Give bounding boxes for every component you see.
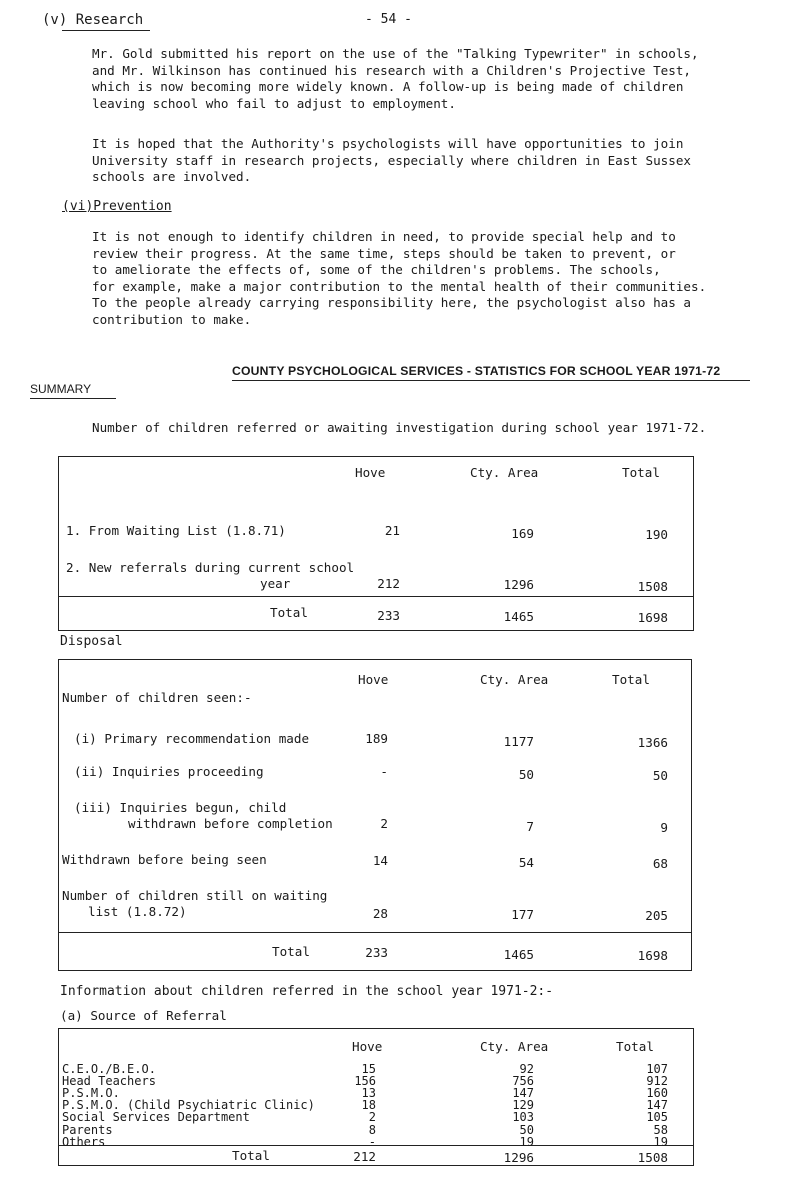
source-row-cty: 50 bbox=[519, 1122, 534, 1137]
source-row-label: C.E.O./B.E.O. bbox=[62, 1062, 156, 1076]
disposal-row-cty: 1177 bbox=[503, 734, 534, 749]
section-heading-prevention: (vi)Prevention bbox=[62, 199, 172, 214]
research-paragraph-2: It is hoped that the Authority's psychologists will have opportunities to join University staff in research projects, especially where children in East Sussex schools are involved. bbox=[92, 136, 691, 184]
source-row-total: 107 bbox=[646, 1062, 668, 1076]
source-row-cty: 147 bbox=[512, 1086, 534, 1101]
referral-row-hove: 21 bbox=[384, 523, 400, 538]
disposal-row-label: (i) Primary recommendation made bbox=[74, 731, 310, 746]
source-row-cty: 92 bbox=[519, 1062, 534, 1076]
stats-title-underline bbox=[232, 380, 750, 381]
source-row-cty: 103 bbox=[512, 1110, 534, 1125]
info-intro: Information about children referred in the school year 1971-2:- bbox=[60, 984, 554, 999]
disposal-row-label: Withdrawn before being seen bbox=[62, 852, 267, 867]
source-row-hove: 156 bbox=[354, 1074, 376, 1089]
disposal-header-cty: Cty. Area bbox=[480, 672, 549, 687]
source-row-hove: 18 bbox=[361, 1098, 376, 1113]
referred-intro: Number of children referred or awaiting investigation during school year 1971-72. bbox=[92, 420, 707, 435]
referral-row-label: 1. From Waiting List (1.8.71) bbox=[66, 523, 286, 538]
disposal-total-label: Total bbox=[272, 944, 310, 959]
referral-row-total: 190 bbox=[645, 527, 668, 542]
source-header-total: Total bbox=[616, 1039, 654, 1054]
source-header-cty: Cty. Area bbox=[480, 1039, 549, 1054]
source-of-referral-label: (a) Source of Referral bbox=[60, 1008, 227, 1023]
source-row-cty: 19 bbox=[519, 1134, 534, 1149]
source-row-label: P.S.M.O. (Child Psychiatric Clinic) bbox=[62, 1098, 315, 1113]
source-row-label: Social Services Department bbox=[62, 1110, 250, 1125]
disposal-total-cty: 1465 bbox=[503, 947, 534, 962]
source-row-label: Others bbox=[62, 1134, 106, 1149]
disposal-table-total-rule bbox=[58, 932, 692, 933]
summary-label: SUMMARY bbox=[30, 382, 92, 396]
disposal-row-cty: 177 bbox=[511, 907, 534, 922]
source-row-total: 147 bbox=[646, 1098, 668, 1113]
source-row-cty: 756 bbox=[512, 1074, 534, 1089]
source-row-total: 160 bbox=[646, 1086, 668, 1101]
referral-table-total-rule bbox=[58, 596, 694, 597]
source-row-hove: 2 bbox=[368, 1110, 376, 1125]
source-row-total: 105 bbox=[646, 1110, 668, 1125]
summary-underline bbox=[30, 398, 116, 399]
source-row-label: Head Teachers bbox=[62, 1074, 156, 1089]
source-row-total: 912 bbox=[646, 1074, 668, 1089]
source-row-cty: 129 bbox=[512, 1098, 534, 1113]
source-row-hove: - bbox=[368, 1134, 376, 1149]
source-row-hove: 15 bbox=[361, 1062, 376, 1076]
disposal-row-label: (iii) Inquiries begun, child bbox=[74, 800, 287, 815]
disposal-row-hove: - bbox=[380, 764, 388, 779]
source-row-label: P.S.M.O. bbox=[62, 1086, 120, 1101]
disposal-row-cty: 7 bbox=[526, 819, 534, 834]
source-total-total: 1508 bbox=[637, 1150, 668, 1165]
disposal-row-hove: 2 bbox=[380, 816, 388, 831]
referral-row-cty: 1296 bbox=[503, 577, 534, 592]
referral-header-cty: Cty. Area bbox=[470, 465, 539, 480]
referral-total-hove: 233 bbox=[377, 608, 400, 623]
referral-row-label-cont: year bbox=[260, 576, 291, 591]
source-total-label: Total bbox=[232, 1148, 270, 1163]
referral-total-total: 1698 bbox=[637, 610, 668, 625]
disposal-total-total: 1698 bbox=[637, 948, 668, 963]
disposal-row-label: (ii) Inquiries proceeding bbox=[74, 764, 264, 779]
disposal-table bbox=[58, 659, 692, 971]
referral-total-cty: 1465 bbox=[503, 609, 534, 624]
source-row-hove: 13 bbox=[361, 1086, 376, 1101]
section-heading-research: (v) Research bbox=[42, 12, 144, 28]
source-row-label: Parents bbox=[62, 1122, 113, 1137]
source-row-hove: 8 bbox=[368, 1122, 376, 1137]
referral-row-label: 2. New referrals during current school bbox=[66, 560, 355, 575]
disposal-row-label-cont: list (1.8.72) bbox=[88, 904, 187, 919]
source-row-total: 19 bbox=[653, 1134, 668, 1149]
disposal-header-total: Total bbox=[612, 672, 650, 687]
referral-header-hove: Hove bbox=[355, 465, 386, 480]
disposal-row-total: 205 bbox=[645, 908, 668, 923]
disposal-row-total: 50 bbox=[652, 768, 668, 783]
disposal-row-hove: 28 bbox=[372, 906, 388, 921]
prevention-paragraph: It is not enough to identify children in need, to provide special help and to review their progress. At the same time, steps should be taken to prevent, or to ameliorate the effects of, some of the children's problems. The schools, for example, make a major contribution to the mental health of their communities. To the people already carrying responsibility here, the psychologist also has a contribution to make. bbox=[92, 229, 707, 327]
referral-row-hove: 212 bbox=[377, 576, 400, 591]
disposal-row-cty: 50 bbox=[518, 767, 534, 782]
referral-total-label: Total bbox=[270, 605, 308, 620]
disposal-row-total: 9 bbox=[660, 820, 668, 835]
page-number: - 54 - bbox=[365, 12, 412, 27]
disposal-row-hove: 189 bbox=[365, 731, 388, 746]
disposal-row-total: 1366 bbox=[637, 735, 668, 750]
disposal-row-total: 68 bbox=[652, 856, 668, 871]
referral-table bbox=[58, 456, 694, 631]
disposal-row-label: Number of children still on waiting bbox=[62, 888, 328, 903]
referral-header-total: Total bbox=[622, 465, 660, 480]
source-total-cty: 1296 bbox=[503, 1150, 534, 1165]
disposal-seen-label: Number of children seen:- bbox=[62, 690, 252, 705]
disposal-label: Disposal bbox=[60, 634, 123, 649]
source-row-total: 58 bbox=[653, 1122, 668, 1137]
stats-title: COUNTY PSYCHOLOGICAL SERVICES - STATISTICS FOR SCHOOL YEAR 1971-72 bbox=[232, 364, 721, 378]
referral-row-total: 1508 bbox=[637, 579, 668, 594]
research-underline bbox=[62, 30, 150, 31]
source-header-hove: Hove bbox=[352, 1039, 383, 1054]
disposal-total-hove: 233 bbox=[365, 945, 388, 960]
source-table-total-rule bbox=[58, 1145, 694, 1146]
disposal-row-cty: 54 bbox=[518, 855, 534, 870]
source-total-hove: 212 bbox=[353, 1149, 376, 1164]
referral-row-cty: 169 bbox=[511, 526, 534, 541]
disposal-row-hove: 14 bbox=[372, 853, 388, 868]
disposal-header-hove: Hove bbox=[358, 672, 389, 687]
research-paragraph-1: Mr. Gold submitted his report on the use of the "Talking Typewriter" in schools, and Mr. Wilkinson has continued his research with a Children's Projective Test, which is now becoming more widely known. A follow-up is being made of children leaving school who fail to adjust to employment. bbox=[92, 46, 699, 111]
disposal-row-label-cont: withdrawn before completion bbox=[128, 816, 333, 831]
